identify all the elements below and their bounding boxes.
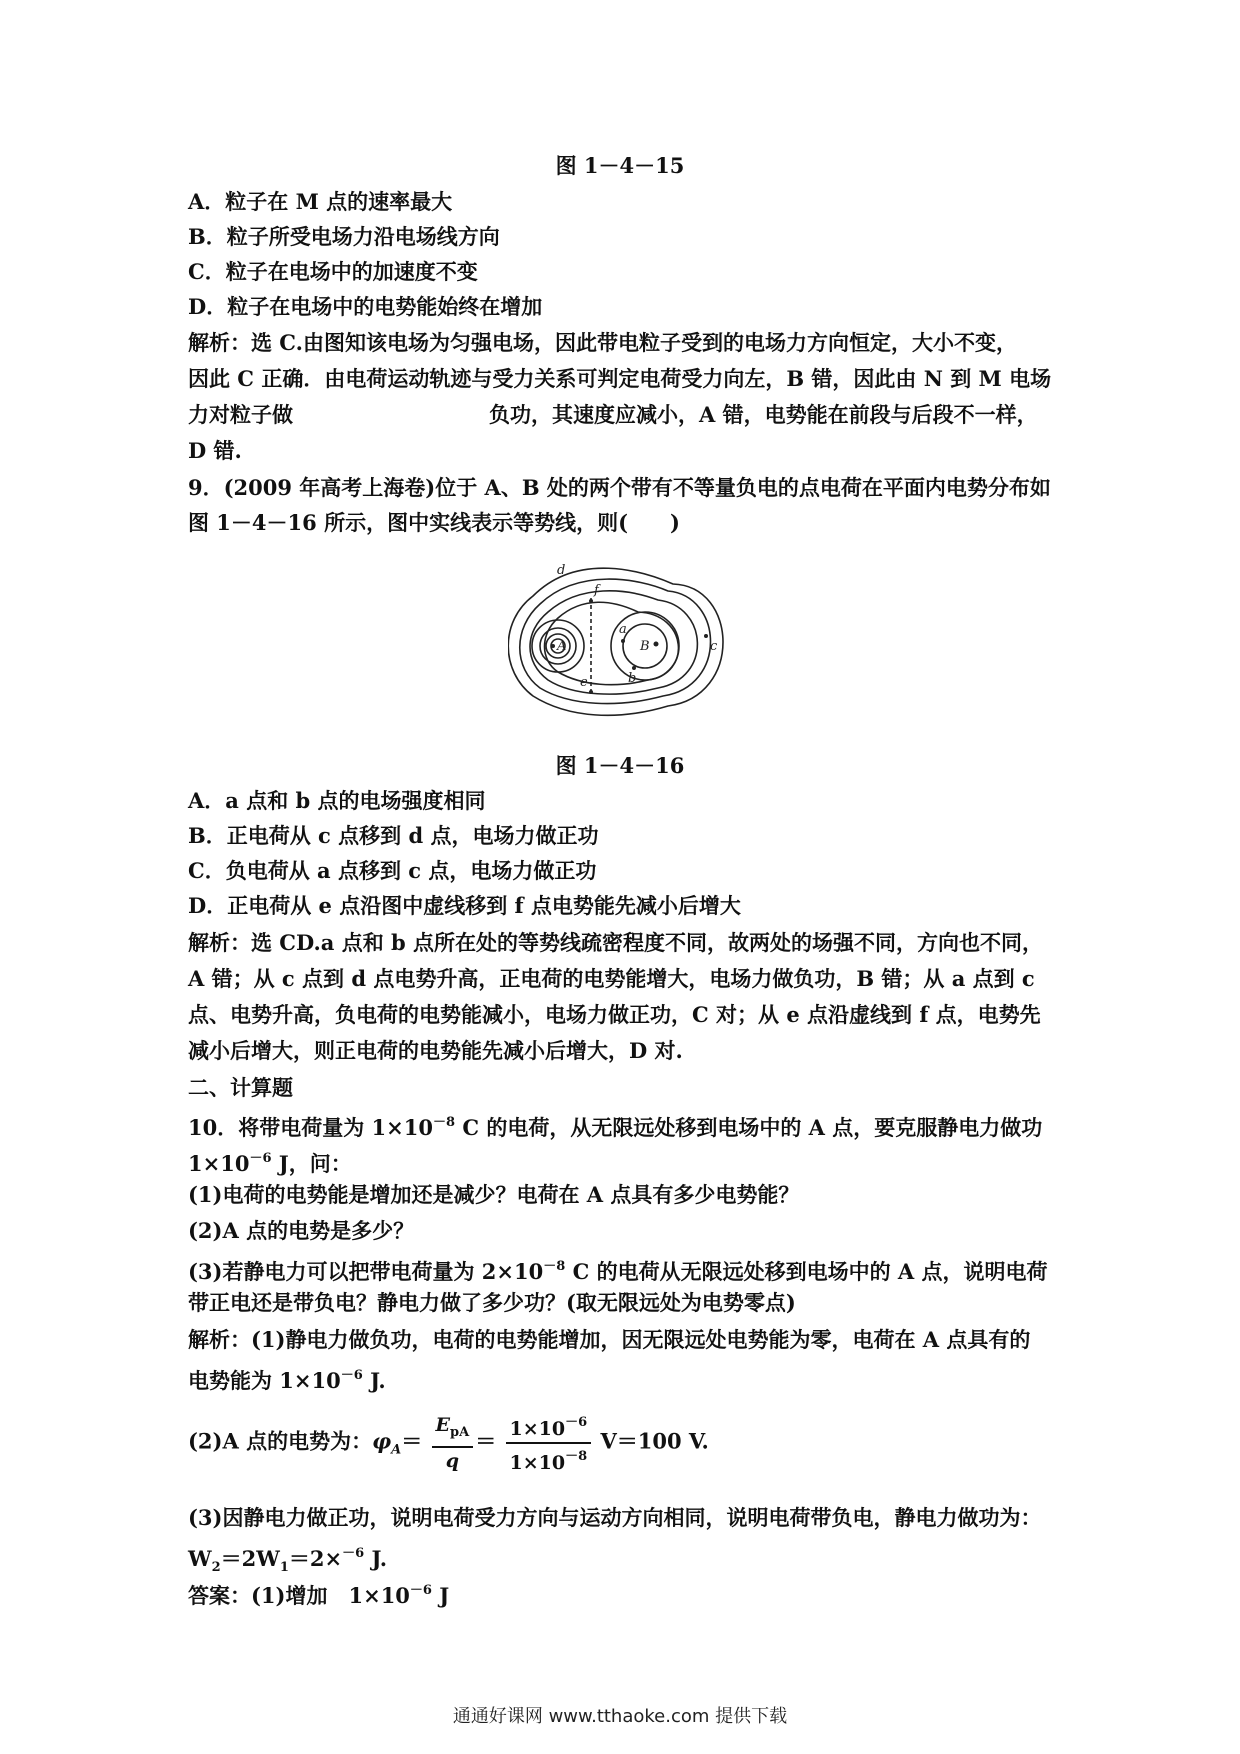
q10-sub-question-1: (1)电荷的电势能是增加还是减少？电荷在 A 点具有多少电势能？ — [188, 1182, 800, 1207]
q8-option-b: B．粒子所受电场力沿电场线方向 — [188, 224, 500, 249]
q10-final-answer: 答案：(1)增加 $1\times 10^{-6}$ J — [188, 1583, 450, 1608]
q10-analysis-1-line-1: 解析：(1)静电力做负功，电荷的电势能增加，因无限远处电势能为零，电荷在 A 点具有的 — [188, 1327, 1031, 1352]
q10-sub-question-2: (2)A 点的电势是多少？ — [188, 1218, 415, 1243]
charge-a-dot — [551, 644, 555, 648]
equipotential-line-3 — [530, 591, 697, 694]
label-A: A — [557, 639, 567, 654]
q9-analysis-line-1: 解析：选 CD.a 点和 b 点所在处的等势线疏密程度不同，故两处的场强不同，方向也不同， — [188, 930, 1044, 955]
section-heading: 二、计算题 — [188, 1075, 293, 1100]
point-f-dot — [589, 599, 593, 603]
label-e: e — [580, 675, 588, 690]
q9-option-c: C．负电荷从 a 点移到 c 点，电场力做正功 — [188, 858, 597, 883]
point-b-dot — [632, 666, 636, 670]
label-b: b — [628, 671, 637, 686]
q9-option-d: D．正电荷从 e 点沿图中虚线移到 f 点电势能先减小后增大 — [188, 893, 741, 918]
q10-sub-question-3-line-1: (3)若静电力可以把带电荷量为 $2\times 10^{-8}$ C 的电荷从无限远处移到电场中的 A 点，说明电荷 — [188, 1259, 1048, 1284]
charge-b-dot — [654, 642, 659, 647]
q10-sub-question-3-line-2: 带正电还是带负电？静电力做了多少功？(取无限远处为电势零点) — [188, 1290, 796, 1315]
label-a: a — [619, 622, 627, 637]
figure-caption-15: 图 1－4－15 — [555, 153, 685, 178]
q8-option-a: A．粒子在 M 点的速率最大 — [188, 189, 453, 214]
fraction-energy-over-charge: $\frac{E_{pA}}{q}$ — [432, 1412, 474, 1474]
equipotential-diagram — [508, 556, 736, 718]
q8-analysis-line-3b: 负功，其速度应减小，A 错，电势能在前段与后段不一样， — [489, 402, 1038, 427]
q10-stem-line-2: $1\times 10^{-6}$ J，问： — [188, 1151, 352, 1176]
q10-analysis-1-line-2: 电势能为 $1\times 10^{-6}$ J. — [188, 1368, 386, 1393]
q8-option-d: D．粒子在电场中的电势能始终在增加 — [188, 294, 543, 319]
q9-analysis-line-3: 点、电势升高，负电荷的电势能减小，电场力做正功，C 对；从 e 点沿虚线到 f 点，电势先 — [188, 1002, 1041, 1027]
q9-option-a: A．a 点和 b 点的电场强度相同 — [188, 788, 486, 813]
q8-analysis-line-1: 解析：选 C.由图知该电场为匀强电场，因此带电粒子受到的电场力方向恒定，大小不变， — [188, 330, 1017, 355]
q8-analysis-line-4: D 错. — [188, 438, 242, 463]
q9-option-b: B．正电荷从 c 点移到 d 点，电场力做正功 — [188, 823, 599, 848]
q9-stem-line-2: 图 1－4－16 所示，图中实线表示等势线，则( ) — [188, 510, 680, 535]
q8-option-c: C．粒子在电场中的加速度不变 — [188, 259, 478, 284]
point-e-dot — [589, 690, 593, 694]
footer-download-note: 通通好课网 www.tthaoke.com 提供下载 — [452, 1706, 788, 1727]
q9-analysis-line-2: A 错；从 c 点到 d 点电势升高，正电荷的电势能增大，电场力做负功，B 错；从 a 点到 c — [188, 966, 1035, 991]
q10-analysis-2-equation: (2)A 点的电势为：$\varphi_A=$ $\frac{E_{pA}}{q}$ ＝ $\frac{1\times 10^{-6}}{1\times 10^{-8}}$ V＝100 V. — [188, 1410, 709, 1481]
q10-stem-line-1: 10．将带电荷量为 $1\times 10^{-8}$ C 的电荷，从无限远处移到电场中的 A 点，要克服静电力做功 — [188, 1115, 1043, 1140]
q10-analysis-3-line-2: $W_2=2W_1=2\times^{-6}$ J. — [188, 1546, 388, 1576]
fraction-numeric: $\frac{1\times 10^{-6}}{1\times 10^{-8}}$ — [506, 1410, 592, 1476]
q9-analysis-line-4: 减小后增大，则正电荷的电势能先减小后增大，D 对. — [188, 1038, 683, 1063]
q9-stem-line-1: 9．(2009 年高考上海卷)位于 A、B 处的两个带有不等量负电的点电荷在平面内电势分布如 — [188, 475, 1051, 500]
q8-analysis-line-3a: 力对粒子做 — [188, 402, 293, 427]
label-B: B — [640, 639, 650, 654]
point-c-dot — [704, 634, 708, 638]
label-f: f — [594, 583, 599, 598]
q8-analysis-line-2: 因此 C 正确．由电荷运动轨迹与受力关系可判定电荷受力向左，B 错，因此由 N 到 M 电场 — [188, 366, 1052, 391]
label-c: c — [710, 639, 718, 654]
label-d: d — [557, 563, 566, 578]
point-a-dot — [621, 639, 625, 643]
figure-caption-16: 图 1－4－16 — [555, 753, 685, 778]
q10-analysis-3-line-1: (3)因静电力做正功，说明电荷受力方向与运动方向相同，说明电荷带负电，静电力做功为： — [188, 1505, 1042, 1530]
